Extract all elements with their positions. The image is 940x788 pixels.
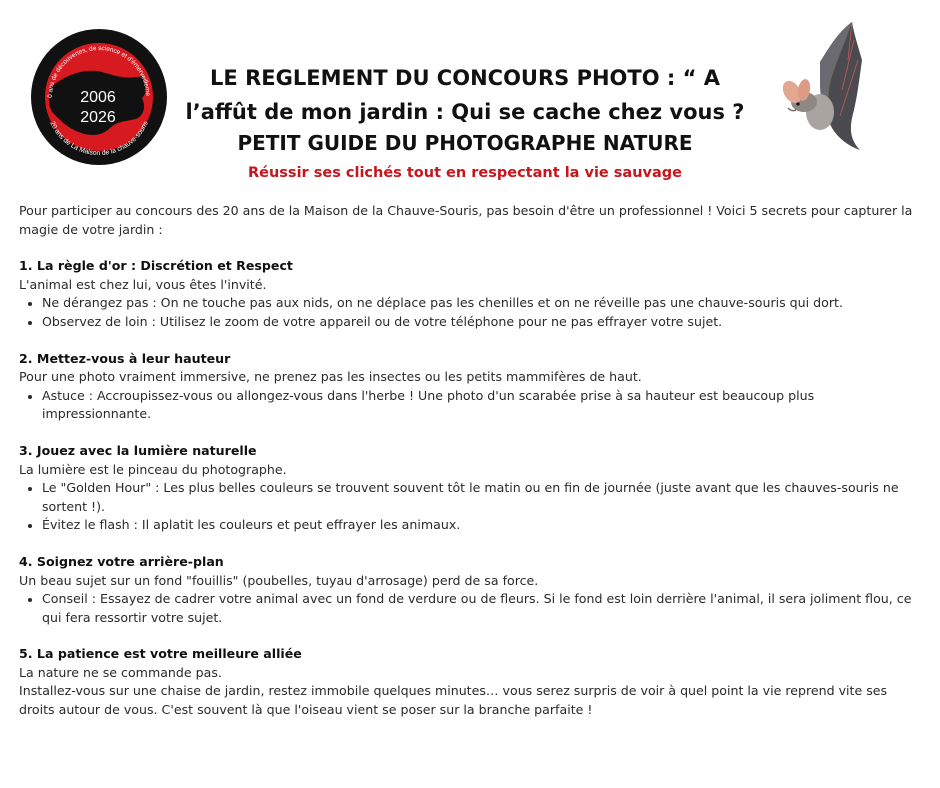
guide-content: [19, 202, 919, 738]
subtitle: Réussir ses clichés tout en respectant la vie sauvage: [247, 165, 682, 181]
bullet-item: • Évitez le flash : Il aplatit les couleurs et peut effrayer les animaux.: [42, 516, 919, 535]
bullet-item: • Astuce : Accroupissez-vous ou allongez-vous dans l'herbe ! Une photo d'un scarabée prise à sa hauteur est beaucoup plus impressionnante.: [42, 387, 919, 424]
bullet-item: • Le "Golden Hour" : Les plus belles couleurs se trouvent souvent tôt le matin ou en fin de journée (juste avant que les chauves-souris ne sortent !).: [42, 479, 919, 516]
section-heading: 1. La règle d'or : Discrétion et Respect: [19, 258, 293, 274]
bullet-item: • Conseil : Essayez de cadrer votre animal avec un fond de verdure ou de fleurs. Si le fond est loin derrière l'animal, il sera joliment flou, ce qui fera ressortir votre sujet.: [42, 590, 919, 627]
section-lead: La nature ne se commande pas.: [19, 664, 222, 680]
bullet-list: [19, 294, 919, 331]
section-heading: 2. Mettez-vous à leur hauteur: [19, 350, 231, 366]
bullet-list: [19, 479, 919, 535]
section-lead: L'animal est chez lui, vous êtes l'invité.: [19, 276, 267, 292]
section-heading: 4. Soignez votre arrière-plan: [19, 553, 224, 569]
title-line-2: l’affût de mon jardin : Qui se cache chez vous ?: [185, 100, 745, 124]
logo-arc-top: 0 ans de découvertes, de science et d'émerveilleme: [46, 44, 152, 98]
section-lead: La lumière est le pinceau du photographe.: [19, 461, 287, 477]
logo-year-end: 2026: [80, 109, 116, 126]
section-lead: Pour une photo vraiment immersive, ne prenez pas les insectes ou les petits mammifères de haut.: [19, 369, 642, 385]
section-lead: Un beau sujet sur un fond "fouillis" (poubelles, tuyau d'arrosage) perd de sa force.: [19, 572, 539, 588]
bat-illustration: [774, 20, 866, 152]
logo-year-start: 2006: [80, 89, 116, 106]
bullet-item: • Ne dérangez pas : On ne touche pas aux nids, on ne déplace pas les chenilles et on ne réveille pas une chauve-souris qui dort.: [42, 294, 919, 313]
bullet-list: [19, 590, 919, 627]
section-5: [19, 645, 919, 719]
section-heading: 3. Jouez avec la lumière naturelle: [19, 442, 257, 458]
logo-arc-bottom: 20 ans de La Maison de la chauve-souris: [48, 120, 150, 158]
title-line-1: LE REGLEMENT DU CONCOURS PHOTO : “ A: [210, 66, 720, 90]
section-paragraph: Installez-vous sur une chaise de jardin, restez immobile quelques minutes… vous serez surpris de voir à quel point la vie reprend vite ses droits autour de vous. C'est souvent là que l'oiseau vient se poser sur la branche parfaite !: [19, 683, 888, 718]
section-heading: 5. La patience est votre meilleure alliée: [19, 646, 302, 662]
intro-paragraph: Pour participer au concours des 20 ans de la Maison de la Chauve-Souris, pas besoin d'être un professionnel ! Voici 5 secrets pour capturer la magie de votre jardin :: [19, 203, 913, 237]
section-4: [19, 553, 919, 627]
section-1: [19, 257, 919, 331]
maison-chauve-souris-logo: [30, 28, 168, 166]
bullet-list: [19, 387, 919, 424]
section-2: [19, 350, 919, 424]
title-line-3: PETIT GUIDE DU PHOTOGRAPHE NATURE: [237, 131, 693, 155]
bullet-item: • Observez de loin : Utilisez le zoom de votre appareil ou de votre téléphone pour ne pas effrayer votre sujet.: [42, 313, 919, 332]
section-3: [19, 442, 919, 535]
